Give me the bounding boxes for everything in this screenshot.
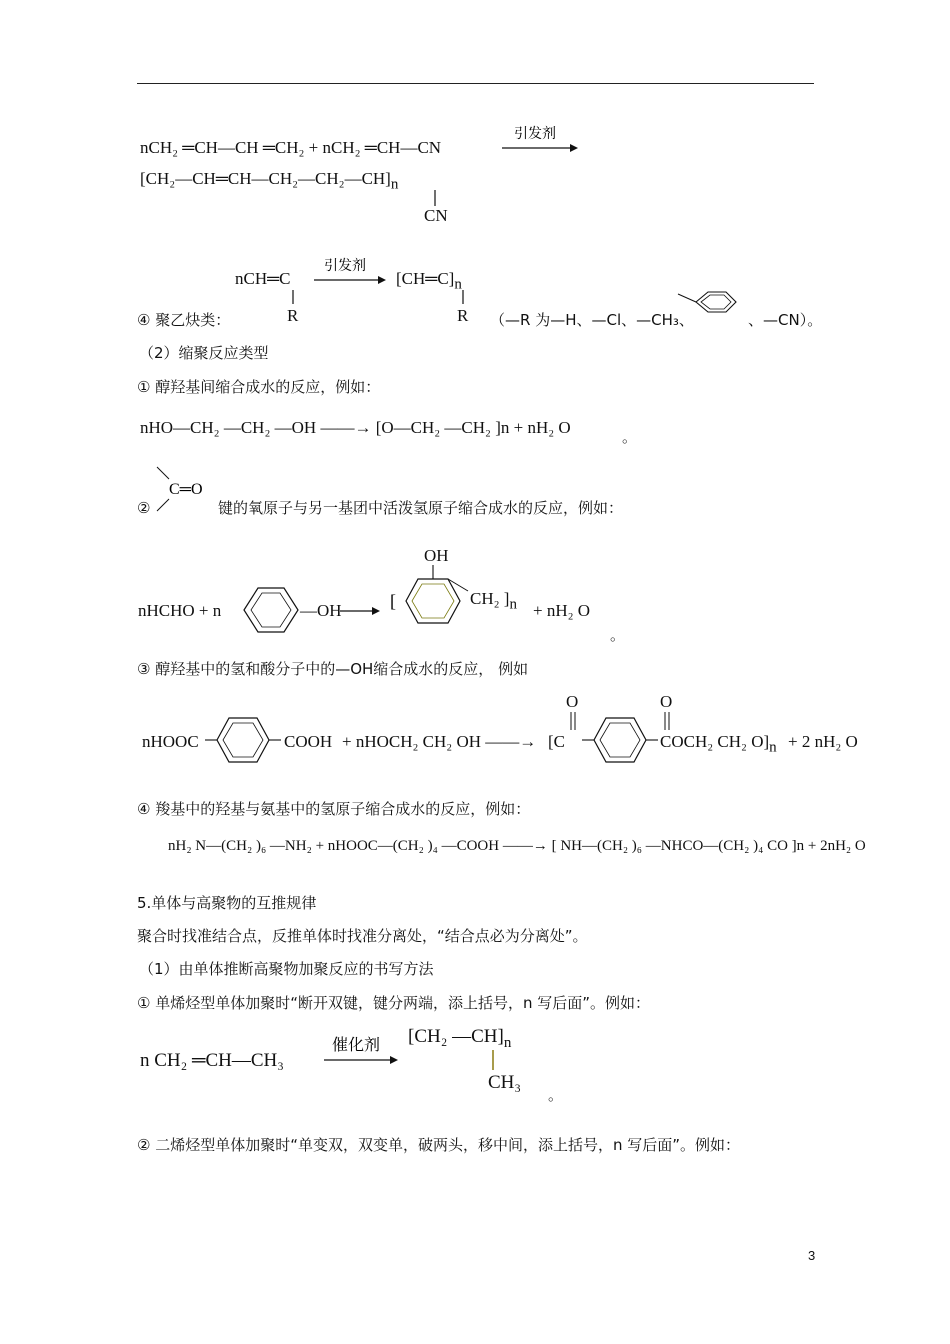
eq4-sub-n: n bbox=[509, 596, 517, 613]
eq4-polymer: CH₂ ]$_n$ bbox=[470, 589, 517, 613]
eq4-water: + nH₂ O bbox=[533, 601, 591, 620]
eq5-o2: O bbox=[660, 692, 673, 711]
eq5-double-bond-2 bbox=[662, 712, 672, 732]
eq3-period: 。 bbox=[622, 428, 638, 446]
eq2-polymer bbox=[396, 268, 462, 295]
eq5-ester-chain: COCH₂ CH₂ O] bbox=[660, 732, 770, 751]
page-number: 3 bbox=[808, 1248, 816, 1263]
rule-2-text: ② 二烯烃型单体加聚时“单变双，双变单，破两头，移中间，添上括号，n 写后面”。例如： bbox=[137, 1136, 741, 1154]
carbonyl-text: C═O bbox=[169, 481, 203, 498]
eq5-acid: nHOOC bbox=[142, 732, 199, 751]
eq2-arrow bbox=[312, 252, 392, 292]
eq1-product-chain: [CH₂—CH═CH—CH₂—CH₂—CH] bbox=[140, 169, 391, 188]
eq2-note-b: 、—CN）。 bbox=[748, 311, 823, 329]
eq5-c: [C bbox=[548, 732, 565, 751]
item-4-text: ④ 羧基中的羟基与氨基中的氢原子缩合成水的反应，例如： bbox=[137, 800, 531, 818]
eq7-monomer: n CH₂ ═CH—CH₃ bbox=[140, 1050, 284, 1071]
eq4-oh: —OH bbox=[300, 601, 342, 620]
eq5-o1: O bbox=[566, 692, 579, 711]
eq2-arrow-label: 引发剂 bbox=[324, 259, 366, 274]
item-1-alcohol-condensation: ① 醇羟基间缩合成水的反应，例如： bbox=[137, 378, 381, 396]
eq7-arrow bbox=[322, 1030, 404, 1070]
eq7-polymer-chain: [CH₂ —CH] bbox=[408, 1026, 504, 1047]
eq7-sub-n: n bbox=[503, 1034, 512, 1051]
eq5-benzene-ring-2-icon bbox=[582, 712, 660, 768]
eq1-arrow bbox=[500, 120, 580, 160]
eq4-oh-top: OH bbox=[424, 546, 449, 565]
eq5-sub-n: n bbox=[769, 739, 777, 756]
eq5-benzene-ring-icon bbox=[205, 712, 283, 768]
svg-text:[: [ bbox=[390, 591, 396, 611]
eq7-period: 。 bbox=[548, 1086, 564, 1104]
eq2-polymer-chain: [CH═C] bbox=[396, 269, 455, 288]
phenyl-ring-icon bbox=[676, 284, 748, 324]
eq5-ester bbox=[660, 731, 777, 758]
eq4-period: 。 bbox=[610, 626, 626, 644]
eq5-double-bond-1 bbox=[568, 712, 578, 732]
eq2-r2: R bbox=[457, 306, 469, 325]
eq2-label: ④ 聚乙炔类： bbox=[137, 311, 231, 329]
eq4-ch2: CH₂ bbox=[470, 589, 500, 608]
section-condensation-types: （2）缩聚反应类型 bbox=[139, 344, 269, 362]
eq1-reactants: nCH₂ ═CH—CH ═CH₂ + nCH₂ ═CH—CN bbox=[140, 138, 442, 157]
eq1-sub-n: n bbox=[390, 176, 399, 193]
eq7-bond bbox=[488, 1050, 498, 1074]
section-5-text: 聚合时找准结合点，反推单体时找准分离处，“结合点必为分离处”。 bbox=[137, 927, 588, 945]
eq2-note-a: （—R 为—H、—Cl、—CH₃、 bbox=[490, 311, 694, 329]
rule-1-text: ① 单烯烃型单体加聚时“断开双键，键分两端，添上括号，n 写后面”。例如： bbox=[137, 994, 651, 1012]
eq3-reaction: nHO—CH₂ —CH₂ —OH ——→ [O—CH₂ —CH₂ ]n + nH₂ O bbox=[140, 418, 571, 437]
item-3-text: ③ 醇羟基中的氢和酸分子中的—OH缩合成水的反应， 例如 bbox=[137, 660, 529, 678]
eq5-glycol: + nHOCH₂ CH₂ OH ——→ bbox=[342, 732, 537, 751]
eq2-r1: R bbox=[287, 306, 299, 325]
eq1-product bbox=[140, 168, 398, 195]
eq5-water: + 2 nH₂ O bbox=[788, 732, 858, 751]
eq1-branch: CN bbox=[424, 206, 448, 225]
carbonyl-group-icon bbox=[155, 465, 215, 515]
eq7-arrow-label: 催化剂 bbox=[332, 1037, 381, 1054]
item-2-text: 键的氧原子与另一基团中活泼氢原子缩合成水的反应，例如： bbox=[218, 499, 624, 517]
item-2-marker: ② bbox=[137, 499, 151, 517]
header-rule bbox=[137, 83, 814, 84]
eq4-reactants: nHCHO + n bbox=[138, 601, 222, 620]
eq1-arrow-label: 引发剂 bbox=[514, 127, 556, 142]
eq4-arrow bbox=[338, 600, 382, 620]
section-5-title: 5.单体与高聚物的互推规律 bbox=[137, 894, 317, 912]
eq6-reaction: nH₂ N—(CH₂ )₆ —NH₂ + nHOOC—(CH₂ )₄ —COOH ——→ [ NH—(CH₂ )₆ —NHCO—(CH₂ )₄ CO ]n + 2nH₂ O bbox=[168, 838, 866, 854]
eq5-cooh: COOH bbox=[284, 732, 333, 751]
eq7-branch: CH₃ bbox=[488, 1072, 522, 1093]
eq2-monomer: nCH═C bbox=[235, 269, 291, 288]
eq2-sub-n: n bbox=[454, 276, 462, 293]
subsection-1: （1）由单体推断高聚物加聚反应的书写方法 bbox=[139, 960, 434, 978]
